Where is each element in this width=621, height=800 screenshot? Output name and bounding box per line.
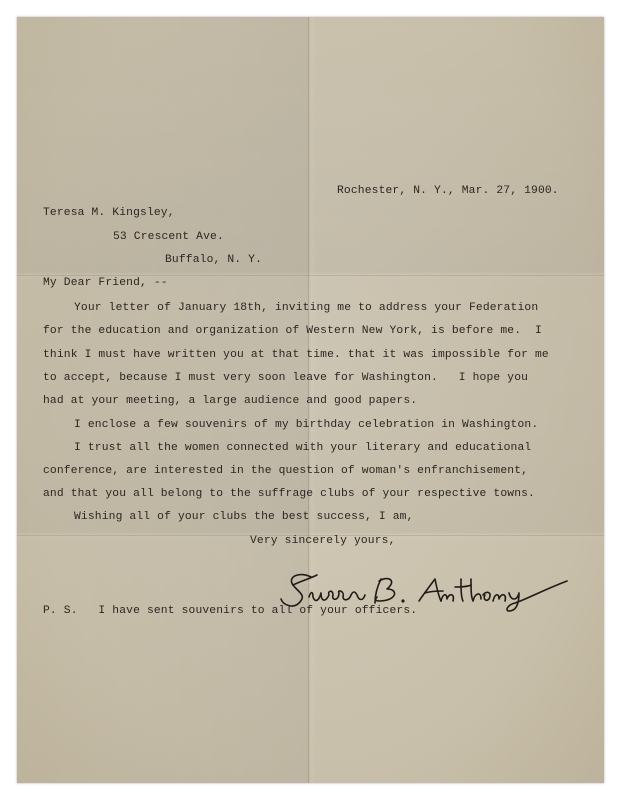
body-line: I enclose a few souvenirs of my birthday celebration in Washington. bbox=[74, 419, 539, 431]
body-line: think I must have written you at that time. that it was impossible for me bbox=[43, 349, 549, 361]
body-line: for the education and organization of Western New York, is before me. I bbox=[43, 325, 542, 337]
body-line: conference, are interested in the question of woman's enfranchisement, bbox=[43, 465, 529, 477]
letter-page bbox=[17, 17, 604, 783]
closing: Very sincerely yours, bbox=[250, 535, 396, 547]
body-line: I trust all the women connected with your literary and educational bbox=[74, 442, 532, 454]
body-line: to accept, because I must very soon leave for Washington. I hope you bbox=[43, 372, 529, 384]
addressee-city: Buffalo, N. Y. bbox=[165, 254, 263, 266]
addressee-name: Teresa M. Kingsley, bbox=[43, 207, 175, 219]
addressee-street: 53 Crescent Ave. bbox=[113, 231, 224, 243]
body-line: had at your meeting, a large audience and good papers. bbox=[43, 395, 418, 407]
body-line: Your letter of January 18th, inviting me to address your Federation bbox=[74, 302, 539, 314]
body-line: and that you all belong to the suffrage clubs of your respective towns. bbox=[43, 488, 535, 500]
body-line: Wishing all of your clubs the best success, I am, bbox=[74, 511, 414, 523]
postscript: P. S. I have sent souvenirs to all of your officers. bbox=[43, 605, 418, 617]
date-line: Rochester, N. Y., Mar. 27, 1900. bbox=[337, 185, 559, 197]
salutation: My Dear Friend, -- bbox=[43, 277, 168, 289]
